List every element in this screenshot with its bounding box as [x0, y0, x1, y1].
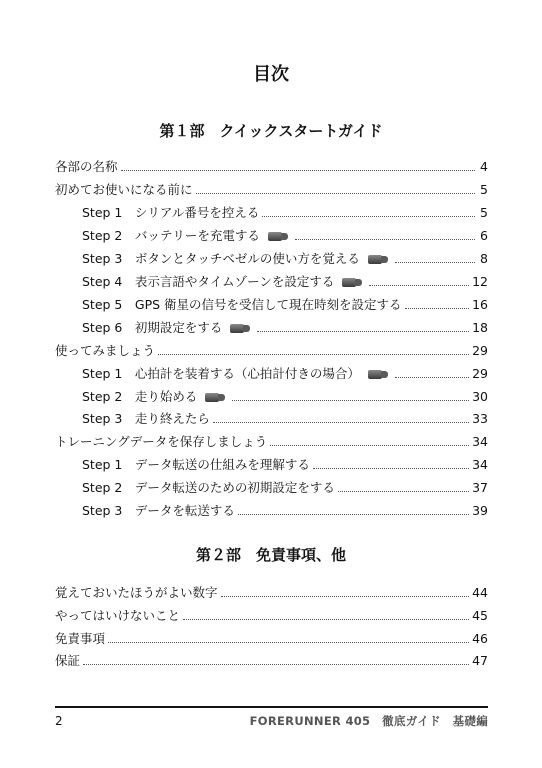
toc-entry-page: 33	[472, 411, 488, 427]
toc-entry-label: Step 2 データ転送のための初期設定をする	[82, 480, 335, 496]
toc-entry	[55, 156, 488, 176]
toc-entry-page: 16	[472, 296, 488, 312]
toc-entry-page: 6	[480, 227, 488, 243]
toc-entry-page: 34	[472, 457, 488, 473]
dot-leader	[405, 308, 470, 309]
toc-entry-label: トレーニングデータを保存しましょう	[55, 434, 268, 450]
dot-leader	[257, 331, 469, 332]
toc-entry-label: Step 1 データ転送の仕組みを理解する	[82, 457, 310, 473]
toc-entry-label: Step 4 表示言語やタイムゾーンを設定する	[82, 273, 335, 289]
footer-rule	[55, 706, 488, 708]
toc-entry	[82, 408, 488, 428]
toc-entry-page: 18	[472, 319, 488, 335]
toc-entry	[82, 363, 488, 383]
toc-entry	[55, 340, 488, 360]
dot-leader	[238, 514, 469, 515]
toc-entry-page: 5	[480, 204, 488, 220]
video-camera-icon	[268, 231, 288, 241]
dot-leader	[270, 445, 469, 446]
dot-leader	[338, 491, 469, 492]
footer-page-number: 2	[55, 714, 63, 728]
toc-entry	[55, 431, 488, 451]
toc-entry-label: Step 1 心拍計を装着する（心拍計付きの場合）	[82, 365, 360, 381]
toc-entry-page: 8	[480, 250, 488, 266]
toc-entry-label: Step 3 走り終えたら	[82, 411, 210, 427]
dot-leader	[295, 239, 475, 240]
dot-leader	[83, 664, 469, 665]
toc-entry	[82, 477, 488, 497]
dot-leader	[262, 216, 475, 217]
toc-entry-page: 5	[480, 181, 488, 197]
video-camera-icon	[230, 323, 250, 333]
toc-entry-label: Step 3 ボタンとタッチベゼルの使い方を覚える	[82, 250, 360, 266]
toc-entry	[82, 202, 488, 222]
toc-entry	[82, 248, 488, 268]
toc-entry-label: Step 6 初期設定をする	[82, 319, 223, 335]
toc-entry	[82, 317, 488, 337]
dot-leader	[395, 377, 469, 378]
dot-leader	[313, 468, 469, 469]
dot-leader	[369, 285, 469, 286]
toc-entry-page: 29	[472, 342, 488, 358]
dot-leader	[232, 400, 469, 401]
dot-leader	[213, 422, 469, 423]
dot-leader	[395, 262, 475, 263]
toc-entry	[55, 605, 488, 625]
video-camera-icon	[368, 369, 388, 379]
dot-leader	[121, 170, 475, 171]
toc-entry	[82, 500, 488, 520]
toc-entry-label: 覚えておいたほうがよい数字	[55, 585, 218, 600]
toc-entry-label: やってはいけないこと	[55, 607, 181, 623]
dot-leader	[196, 193, 475, 194]
toc-entry-page: 37	[472, 480, 488, 496]
toc-entry	[55, 650, 488, 670]
toc-entry	[82, 386, 488, 406]
video-camera-icon	[205, 392, 225, 402]
toc-entry-label: 保証	[55, 653, 81, 669]
toc-entry-label: Step 2 バッテリーを充電する	[82, 227, 260, 243]
toc-entry-label: Step 3 データを転送する	[82, 503, 235, 519]
toc-entry	[55, 179, 488, 199]
toc-entry-label: Step 1 シリアル番号を控える	[82, 204, 260, 220]
dot-leader	[108, 642, 469, 643]
dot-leader	[183, 619, 469, 620]
toc-entry	[55, 628, 488, 648]
dot-leader	[158, 354, 469, 355]
toc-entry-label: Step 2 走り始める	[82, 388, 198, 404]
toc-entry-label: 免責事項	[55, 630, 106, 646]
toc-entry-page: 12	[472, 273, 488, 289]
dot-leader	[221, 596, 470, 597]
toc-entry-page: 29	[472, 365, 488, 381]
toc-entry-page: 46	[472, 630, 488, 646]
toc-entry-label: 各部の名称	[55, 159, 118, 174]
toc-entry-page: 34	[472, 434, 488, 450]
toc-entry	[82, 454, 488, 474]
footer-book-title: FORERUNNER 405 徹底ガイド 基礎編	[249, 714, 488, 728]
toc-entry-label: Step 5 GPS 衛星の信号を受信して現在時刻を設定する	[82, 296, 402, 312]
toc-entry-label: 使ってみましょう	[55, 342, 156, 358]
toc-entry-page: 30	[472, 388, 488, 404]
toc-entry	[82, 294, 488, 314]
toc-entry-page: 39	[472, 503, 488, 519]
toc-entry	[82, 271, 488, 291]
toc-entry	[82, 225, 488, 245]
page-title: 目次	[253, 64, 289, 85]
part-2-title: 第２部 免責事項、他	[195, 546, 346, 564]
toc-entry-label: 初めてお使いになる前に	[55, 181, 193, 197]
toc-entry-page: 4	[480, 159, 488, 174]
toc-entry	[55, 582, 488, 602]
part-1-title: 第１部 クイックスタートガイド	[159, 122, 383, 140]
toc-entry-page: 45	[472, 607, 488, 623]
toc-entry-page: 47	[472, 653, 488, 669]
video-camera-icon	[342, 277, 362, 287]
toc-entry-page: 44	[472, 585, 488, 600]
video-camera-icon	[368, 254, 388, 264]
